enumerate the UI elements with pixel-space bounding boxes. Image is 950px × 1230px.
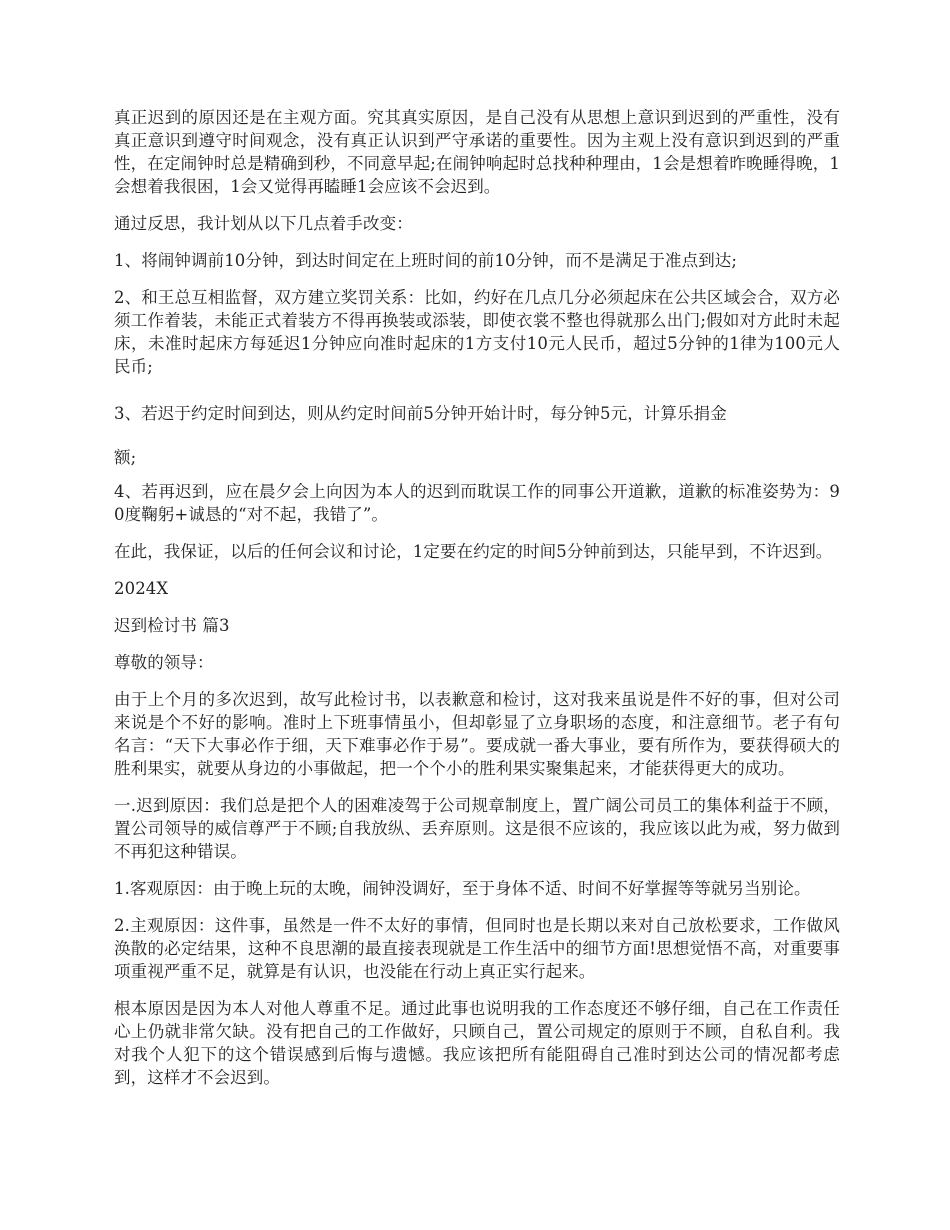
date-line: 2024X (114, 579, 169, 598)
list-item-4: 4、若再迟到，应在晨夕会上向因为本人的迟到而耽误工作的同事公开道歉，道歉的标准姿势为：90度鞠躬+诚恳的“对不起，我错了”。 (114, 482, 840, 524)
salutation: 尊敬的领导： (114, 653, 214, 672)
list-item-1: 1、将闹钟调前10分钟，到达时间定在上班时间的前10分钟，而不是满足于准点到达; (114, 251, 738, 270)
document-body (114, 106, 840, 1103)
list-item-3: 3、若迟于约定时间到达，则从约定时间前5分钟开始计时，每分钟5元，计算乐捐金 (114, 404, 727, 423)
list-item-3-continued: 额; (114, 448, 137, 467)
paragraph-subjective-reason: 真正迟到的原因还是在主观方面。究其真实原因，是自己没有从思想上意识到迟到的严重性，没有真正意识到遵守时间观念，没有真正认识到严守承诺的重要性。因为主观上没有意识到迟到的严重性，在定闹钟时总是精确到秒，不同意早起;在闹钟响起时总找种种理由，1会是想着昨晚睡得晚，1会想着我很困，1会又觉得再瞌睡1会应该不会迟到。 (114, 108, 840, 196)
paragraph-objective-reason: 1.客观原因：由于晚上玩的太晚，闹钟没调好，至于身体不适、时间不好掌握等等就另当别论。 (114, 879, 811, 898)
list-item-2: 2、和王总互相监督，双方建立奖罚关系：比如，约好在几点几分必须起床在公共区域会合，双方必须工作着装，未能正式着装方不得再换装或添装，即使衣裳不整也得就那么出门;假如对方此时未起床，未准时起床方每延迟1分钟应向准时起床的1方支付10元人民币，超过5分钟的1律为100元人民币; (114, 288, 840, 376)
paragraph-opening: 由于上个月的多次迟到，故写此检讨书，以表歉意和检讨，这对我来虽说是件不好的事，但对公司来说是个不好的影响。准时上下班事情虽小，但却彰显了立身职场的态度，和注意细节。老子有句名言：“天下大事必作于细，天下难事必作于易”。要成就一番大事业，要有所作为，要获得硕大的胜利果实，就要从身边的小事做起，把一个个小的胜利果实聚集起来，才能获得更大的成功。 (114, 690, 840, 778)
paragraph-promise: 在此，我保证，以后的任何会议和讨论，1定要在约定的时间5分钟前到达，只能早到，不许迟到。 (114, 542, 833, 561)
paragraph-subjective-reason-2: 2.主观原因：这件事，虽然是一件不太好的事情，但同时也是长期以来对自己放松要求，工作做风涣散的必定结果，这种不良思潮的最直接表现就是工作生活中的细节方面!思想觉悟不高，对重要事项重视严重不足，就算是有认识，也没能在行动上真正实行起来。 (114, 916, 840, 981)
paragraph-lateness-reason: 一.迟到原因：我们总是把个人的困难凌驾于公司规章制度上，置广阔公司员工的集体利益于不顾，置公司领导的威信尊严于不顾;自我放纵、丢弃原则。这是很不应该的，我应该以此为戒，努力做到不再犯这种错误。 (114, 796, 840, 861)
section-title: 迟到检讨书 篇3 (114, 616, 230, 635)
paragraph-reflection-intro: 通过反思，我计划从以下几点着手改变： (114, 214, 413, 233)
paragraph-root-cause: 根本原因是因为本人对他人尊重不足。通过此事也说明我的工作态度还不够仔细，自己在工作责任心上仍就非常欠缺。没有把自己的工作做好，只顾自己，置公司规定的原则于不顾，自私自利。我对我个人犯下的这个错误感到后悔与遗憾。我应该把所有能阻碍自己准时到达公司的情况都考虑到，这样才不会迟到。 (114, 999, 840, 1087)
